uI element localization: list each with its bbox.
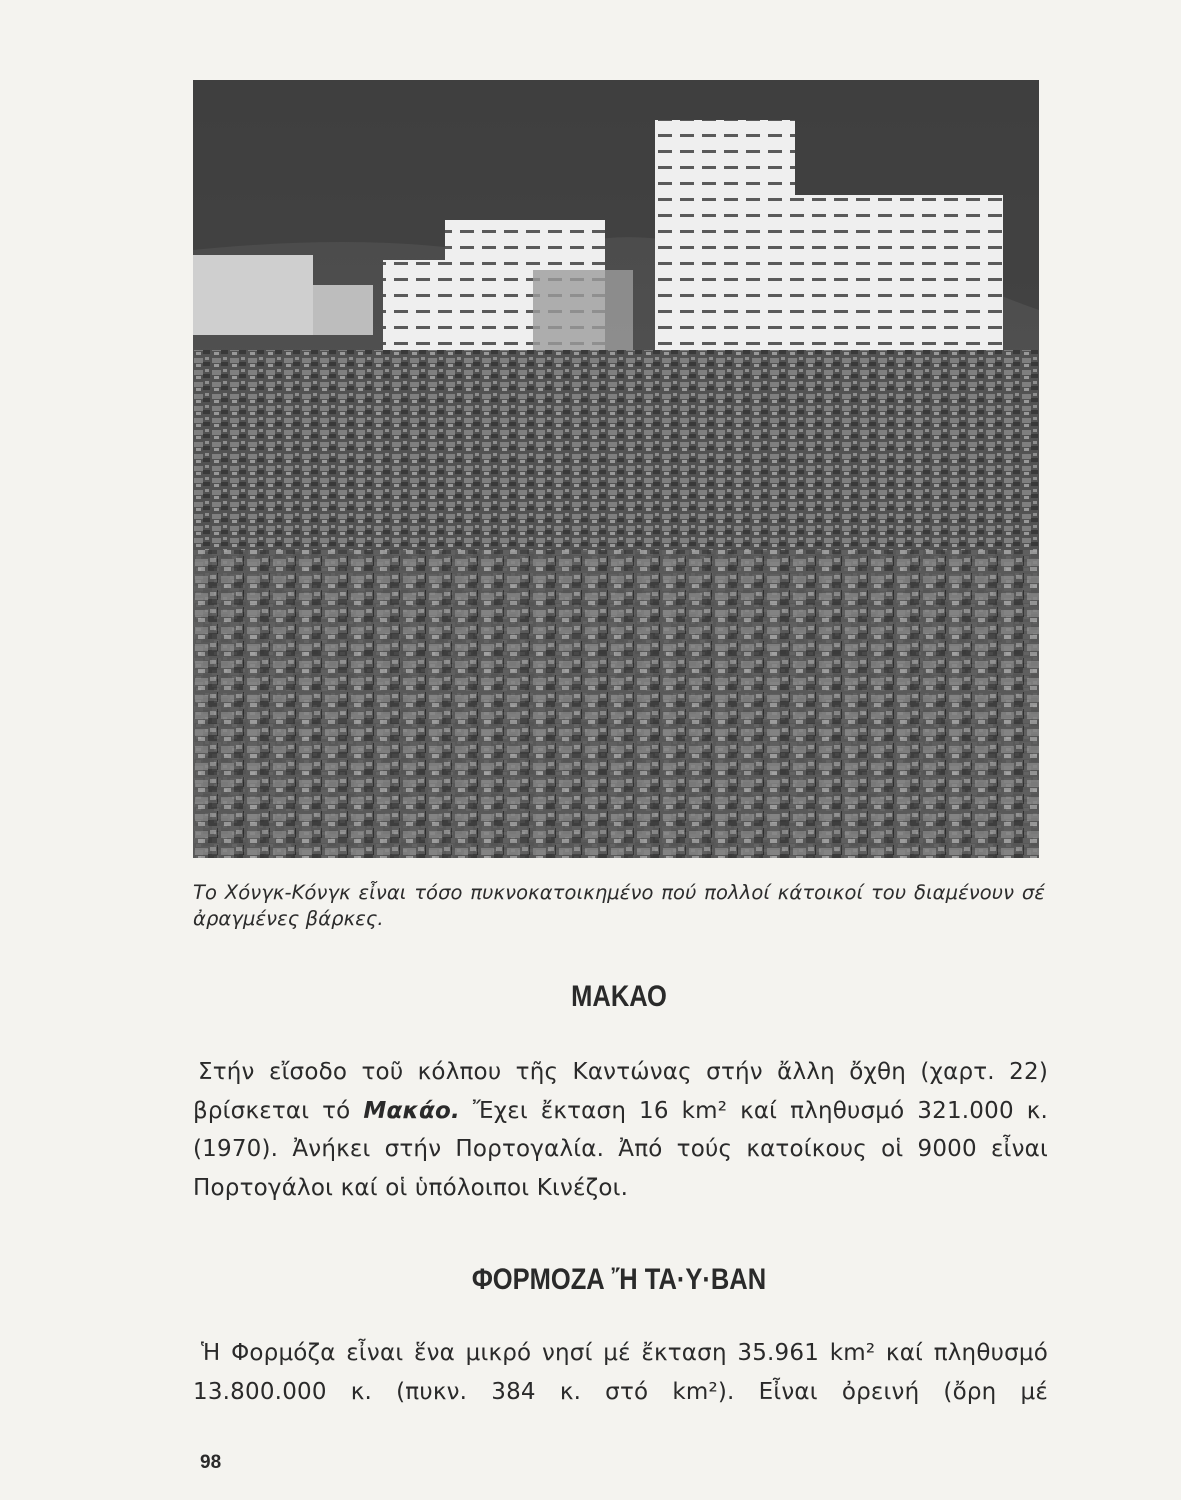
formoza-paragraph: Ἡ Φορμόζα εἶναι ἕνα μικρό νησί μέ ἔκταση 35.961 km² καί πληθυσμό 13.800.000 κ. (πυκν. 384 κ. στό km²). Εἶναι ὀρεινή (ὄρη μέ (193, 1340, 1048, 1405)
photo-caption: Το Χόνγκ-Κόνγκ εἶναι τόσο πυκνοκατοικημένο πού πολλοί κάτοικοί του διαμένουν σέ ἀραγμένες βάρκες. (193, 881, 1045, 930)
section-heading-formoza: ΦΟΡΜΟΖΑ Ἤ ΤΑ·Υ·ΒΑΝ (471, 1263, 767, 1296)
harbor-boats-photo-icon (193, 80, 1039, 858)
makao-emphasis: Μακάο. (363, 1097, 460, 1124)
harbor-photo (193, 80, 1039, 858)
makao-text-before: Στήν εἴσοδο τοῦ κόλπου τῆς Καντώνας στήν ἄλλη ὄχθη (χαρτ. 22) βρίσκεται τό (193, 1059, 1048, 1124)
makao-text-after: Ἔχει ἔκταση 16 km² καί πληθυσμό 321.000 κ. (1970). Ἀνήκει στήν Πορτογαλία. Ἀπό τούς κατοίκους οἱ 9000 εἶναι Πορτογάλοι καί οἱ ὑπόλοιποι Κινέζοι. (193, 1097, 1048, 1201)
makao-paragraph (193, 1053, 1048, 1207)
section-heading-makao: ΜΑΚΑΟ (571, 980, 667, 1013)
page-number: 98 (200, 1452, 222, 1473)
